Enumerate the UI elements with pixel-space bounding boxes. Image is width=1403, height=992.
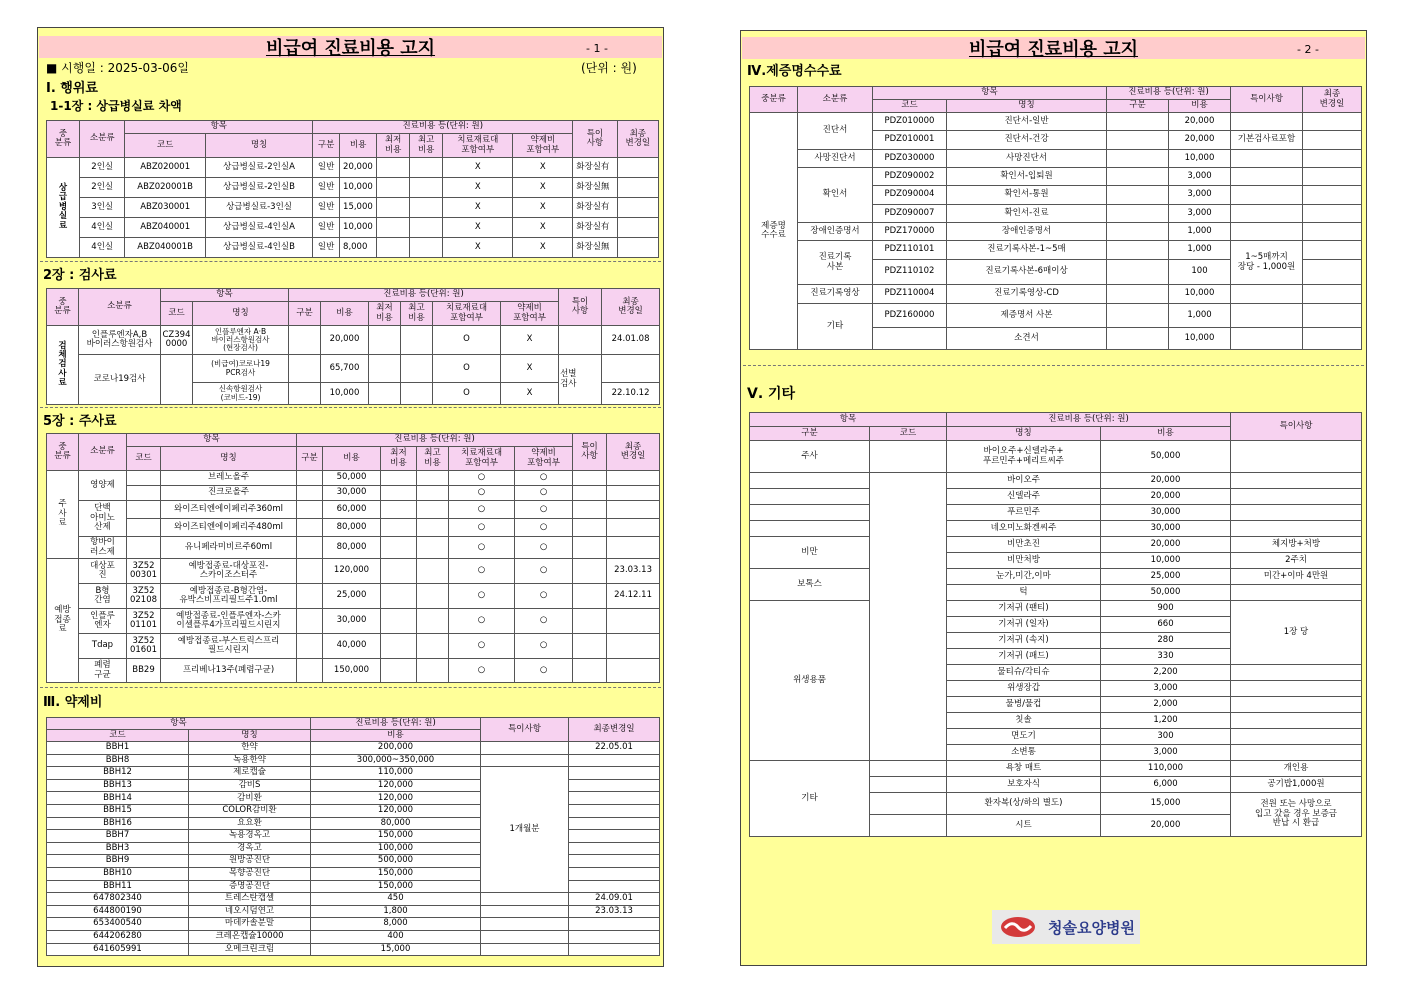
table-row: 진료기록영상 PDZ110004 진료기록영상-CD 10,000 [750, 285, 1362, 304]
table-row: 폐렴 구균 BB29 프리베나13주(폐렴구균) 150,000 ○ ○ [47, 659, 660, 683]
table-row: 비만 비만초진 20,000 체지방+처방 [750, 537, 1362, 553]
table-row: 상 급 병 실 료 2인실 ABZ020001 상급병실료-2인실A 일반 20,000 X X 화장실有 [47, 158, 659, 178]
table-row: 소견서 10,000 [750, 328, 1362, 350]
table-row: 647802340 트레스탄캡셀 450 24.09.01 [47, 893, 660, 906]
table-row: 소변통 3,000 [750, 745, 1362, 761]
table-row: BBH13 감비S 120,000 [47, 779, 660, 792]
section-divider [40, 687, 661, 688]
table-row: 4인실 ABZ040001 상급병실료-4인실A 일반 10,000 X X 화장실有 [47, 218, 659, 238]
page-title: 비급여 진료비용 고지 [968, 39, 1139, 60]
section-title: 5장 : 주사료 [43, 414, 117, 429]
table-row: PDZ110102 진료기록사본-6매이상 100 [750, 260, 1362, 285]
exam-charge-table: 중 분류 소분류 항목 진료비용 등(단위: 원) 특이 사항 최종 변경일 코드 명칭 구분 비용 최저 비용 최고 비용 치료재료대 포함여부 약제비 포함여부 검 체 검 사 료 인플루엔자A,B 바이러스항원검사 CZ394 0000 인플루엔자 A·B 바이러스항원검사 (현장검사) 20,000 O X 24.01.08 코로나19검사 (비급여)코로나19 PCR검사 65,700 O X 선별 검사 신속항원검사 (코비드-19) 10,000 O X 22.10.12 [46, 288, 660, 405]
section-title: 2장 : 검사료 [43, 268, 117, 283]
table-row: 신속항원검사 (코비드-19) 10,000 O X 22.10.12 [47, 383, 660, 405]
table-row: 면도기 300 [750, 729, 1362, 745]
page-2 [740, 30, 1367, 966]
table-row: BBH3 경옥고 100,000 [47, 842, 660, 855]
table-row: 주사 바이오주+신델라주+ 푸르민주+메리트씨주 50,000 [750, 441, 1362, 473]
table-row: Tdap 3Z52 01601 예방접종료-부스트릭스프리 필드시린지 40,000 ○ ○ [47, 634, 660, 659]
hospital-logo [992, 910, 1140, 944]
table-row: 보호자식 6,000 공기밥1,000원 [750, 777, 1362, 793]
table-row: BBH16 요요환 80,000 [47, 817, 660, 830]
section-divider [40, 261, 661, 262]
subsection-title: 1-1장 : 상급병실료 차액 [50, 99, 182, 113]
table-row: 칫솔 1,200 [750, 713, 1362, 729]
page-1 [37, 27, 664, 967]
table-row: 기타 욕창 매트 110,000 개인용 [750, 761, 1362, 777]
certificate-fee-table: 중분류 소분류 항목 진료비용 등(단위: 원) 특이사항 최종 변경일 코드 명칭 구분 비용 제증명 수수료 진단서 PDZ010000 진단서-일반 20,000 PDZ010001 진단서-건강 20,000 기본검사료포함 사망진단서 PDZ030000 사망진단서 10,000 확인서 PDZ090002 확인서-입퇴원 3,000 PDZ090004 확인서-통원 3,000 PDZ090007 확인서-진료 3,000 장애인증명서 PDZ170000 장애인증명서 1,000 진료기록 사본 PDZ110101 진료기록사본-1~5매 1,000 1~5매까지 장당 - 1,000원 PDZ110102 진료기록사본-6매이상 100 진료기록영상 PDZ110004 진료기록영상-CD 10,000 기타 PDZ160000 제증명서 사본 1,000 소견서 10,000 [749, 86, 1362, 350]
section-divider [40, 407, 661, 408]
table-row: PDZ090007 확인서-진료 3,000 [750, 205, 1362, 223]
unit-label: (단위 : 원) [581, 61, 637, 75]
table-row: 신델라주 20,000 [750, 489, 1362, 505]
table-row: 장애인증명서 PDZ170000 장애인증명서 1,000 [750, 223, 1362, 241]
table-row: 물병/물컵 2,000 [750, 697, 1362, 713]
table-row: 와이즈티엔에이페리주480ml 80,000 ○ ○ [47, 519, 660, 537]
hospital-logo-icon [1000, 916, 1036, 938]
table-row: BBH11 증명공진단 150,000 [47, 880, 660, 893]
table-row: 예방 접종 료 대상포 진 3Z52 00301 예방접종료-대상포진- 스카이조스터주 120,000 ○ ○ 23.03.13 [47, 559, 660, 584]
table-row: 위생장갑 3,000 [750, 681, 1362, 697]
table-row: 제증명 수수료 진단서 PDZ010000 진단서-일반 20,000 [750, 113, 1362, 131]
table-row: 653400540 마데카솔분말 8,000 [47, 918, 660, 931]
table-row: BBH12 제로캡슐 110,000 1개월분 [47, 767, 660, 780]
table-row: 4인실 ABZ040001B 상급병실료-4인실B 일반 8,000 X X 화장실無 [47, 238, 659, 258]
table-row: 641605991 오메크린크림 15,000 [47, 943, 660, 956]
table-row: 비만처방 10,000 2주치 [750, 553, 1362, 569]
table-row: PDZ010001 진단서-건강 20,000 기본검사료포함 [750, 131, 1362, 150]
table-row: 주 사 료 영양제 브레노올주 50,000 ○ ○ [47, 471, 660, 486]
table-row: BBH1 한약 200,000 22.05.01 [47, 742, 660, 755]
table-row: 시트 20,000 [750, 815, 1362, 837]
table-row: 3인실 ABZ030001 상급병실료-3인실 일반 15,000 X X 화장실有 [47, 198, 659, 218]
table-row: 진료기록 사본 PDZ110101 진료기록사본-1~5매 1,000 1~5매까지 장당 - 1,000원 [750, 241, 1362, 260]
table-row: B형 간염 3Z52 02108 예방접종료-B형간염- 유박스비프리필드주1.0ml 25,000 ○ ○ 24.12.11 [47, 584, 660, 609]
section-title: Ⅲ. 약제비 [43, 695, 103, 710]
table-row: 진크로올주 30,000 ○ ○ [47, 486, 660, 501]
table-row: 인플루 엔자 3Z52 01101 예방접종료-인플루엔자-스카 이셀플루4가프리필드시린지 30,000 ○ ○ [47, 609, 660, 634]
table-row: 2인실 ABZ020001B 상급병실료-2인실B 일반 10,000 X X 화장실無 [47, 178, 659, 198]
room-charge-table: 중 분류 소분류 항목 진료비용 등(단위: 원) 특이 사항 최종 변경일 코드 명칭 구분 비용 최저 비용 최고 비용 치료재료대 포함여부 약제비 포함여부 상 급 병 실 료 2인실 ABZ020001 상급병실료-2인실A 일반 20,000 X X 화장실有 2인실 ABZ020001B 상급병실료-2인실B 일반 10,000 X X 화장실無 3인실 ABZ030001 상급병실료-3인실 일반 15,000 X X 화장실有 4인실 ABZ040001 상급병실료-4인실A 일반 10,000 X X 화장실有 4인실 ABZ040001B 상급병실료-4인실B 일반 8,000 X X 화장실無 [46, 120, 659, 258]
table-row: 항바이 러스제 유니페라미비르주60ml 80,000 ○ ○ [47, 537, 660, 559]
table-row: BBH7 녹용경옥고 150,000 [47, 830, 660, 843]
table-row: 기저귀 (패드) 330 [750, 649, 1362, 665]
hospital-name: 청솔요양병원 [1048, 919, 1135, 937]
section-title: Ⅴ. 기타 [747, 386, 796, 402]
table-row: BBH9 원방공진단 500,000 [47, 855, 660, 868]
table-row: BBH14 감비환 120,000 [47, 792, 660, 805]
page-number: - 2 - [1297, 43, 1319, 56]
table-row: 위생용품 기저귀 (팬티) 900 1장 당 [750, 601, 1362, 617]
table-row: 코로나19검사 (비급여)코로나19 PCR검사 65,700 O X 선별 검사 [47, 355, 660, 383]
table-row: 단백 아미노 산제 와이즈티엔에이페리주360ml 60,000 ○ ○ [47, 501, 660, 519]
table-row: 바이오주 20,000 [750, 473, 1362, 489]
table-row: 푸르민주 30,000 [750, 505, 1362, 521]
table-row: BBH10 목향공진단 150,000 [47, 867, 660, 880]
table-row: 644800190 네오시덤연고 1,800 23.03.13 [47, 905, 660, 918]
table-row: 네오미노화겐씨주 30,000 [750, 521, 1362, 537]
page-number: - 1 - [586, 42, 608, 55]
table-row: 검 체 검 사 료 인플루엔자A,B 바이러스항원검사 CZ394 0000 인플루엔자 A·B 바이러스항원검사 (현장검사) 20,000 O X 24.01.08 [47, 326, 660, 355]
table-row: 물티슈/각티슈 2,200 [750, 665, 1362, 681]
etc-fee-table: 항목 진료비용 등(단위: 원) 특이사항 구분 코드 명칭 비용 주사 바이오주+신델라주+ 푸르민주+메리트씨주 50,000 바이오주 20,000 신델라주 20,000 푸르민주 30,000 네오미노화겐씨주 30,000 비만 비만초진 20,000 체지방+처방 비만처방 10,000 2주치 보톡스 눈가,미간,이마 25,000 미간+이마 4만원 턱 50,000 위생용품 기저귀 (팬티) 900 1장 당 기저귀 (일자) 660 기저귀 (속지) 280 기저귀 (패드) 330 물티슈/각티슈 2,200 위생장갑 3,000 물병/물컵 2,000 칫솔 1,200 면도기 300 소변통 3,000 기타 욕창 매트 110,000 개인용 보호자식 6,000 공기밥1,000원 환자복(상/하의 별도) 15,000 전원 또는 사망으로 입고 갔을 경우 보증금 반납 시 환급 시트 20,000 [749, 412, 1362, 837]
section-title: Ⅰ. 행위료 [46, 81, 98, 96]
table-row: 기타 PDZ160000 제증명서 사본 1,000 [750, 304, 1362, 328]
table-row: 확인서 PDZ090002 확인서-입퇴원 3,000 [750, 168, 1362, 186]
table-row: BBH8 녹용한약 300,000~350,000 [47, 754, 660, 767]
table-row: 기저귀 (속지) 280 [750, 633, 1362, 649]
section-divider [743, 365, 1364, 366]
table-row: BBH15 COLOR감비환 120,000 [47, 804, 660, 817]
table-row: PDZ090004 확인서-통원 3,000 [750, 186, 1362, 205]
section-title: Ⅳ.제증명수수료 [747, 64, 842, 79]
drug-charge-table: 항목 진료비용 등(단위: 원) 특이사항 최종변경일 코드 명칭 비용 BBH1 한약 200,000 22.05.01 BBH8 녹용한약 300,000~350,000 BBH12 제로캡슐 110,000 1개월분 BBH13 감비S 120,000 BBH14 감비환 120,000 BBH15 COLOR감비환 120,000 BBH16 요요환 80,000 BBH7 녹용경옥고 150,000 BBH3 경옥고 100,000 BBH9 원방공진단 500,000 BBH10 목향공진단 150,000 BBH11 증명공진단 150,000 647802340 트레스탄캡셀 450 24.09.01 644800190 네오시덤연고 1,800 23.03.13 653400540 마데카솔분말 8,000 644206280 크레온캡슐10000 400 641605991 오메크린크림 15,000 [46, 717, 660, 956]
page-title: 비급여 진료비용 고지 [265, 38, 436, 59]
table-row: 644206280 크레온캡슐10000 400 [47, 930, 660, 943]
table-row: 사망진단서 PDZ030000 사망진단서 10,000 [750, 150, 1362, 168]
table-row: 보톡스 눈가,미간,이마 25,000 미간+이마 4만원 [750, 569, 1362, 585]
table-row: 환자복(상/하의 별도) 15,000 전원 또는 사망으로 입고 갔을 경우 보증금 반납 시 환급 [750, 793, 1362, 815]
effective-date: ■ 시행일 : 2025-03-06일 [46, 61, 189, 75]
table-row: 기저귀 (일자) 660 [750, 617, 1362, 633]
injection-charge-table: 중 분류 소분류 항목 진료비용 등(단위: 원) 특이 사항 최종 변경일 코드 명칭 구분 비용 최저 비용 최고 비용 치료재료대 포함여부 약제비 포함여부 주 사 료 영양제 브레노올주 50,000 ○ ○ 진크로올주 30,000 ○ ○ 단백 아미노 산제 와이즈티엔에이페리주360ml 60,000 ○ ○ 와이즈티엔에이페리주480ml 80,000 ○ ○ 항바이 러스제 유니페라미비르주60ml 80,000 ○ ○ 예방 접종 료 대상포 진 3Z52 00301 예방접종료-대상포진- 스카이조스터주 120,000 ○ ○ 23.03.13 B형 간염 3Z52 02108 예방접종료-B형간염- 유박스비프리필드주1.0ml 25,000 ○ ○ 24.12.11 인플루 엔자 3Z52 01101 예방접종료-인플루엔자-스카 이셀플루4가프리필드시린지 30,000 ○ ○ Tdap 3Z52 01601 예방접종료-부스트릭스프리 필드시린지 40,000 ○ ○ 폐렴 구균 BB29 프리베나13주(폐렴구균) 150,000 ○ ○ [46, 433, 660, 683]
table-row: 턱 50,000 [750, 585, 1362, 601]
